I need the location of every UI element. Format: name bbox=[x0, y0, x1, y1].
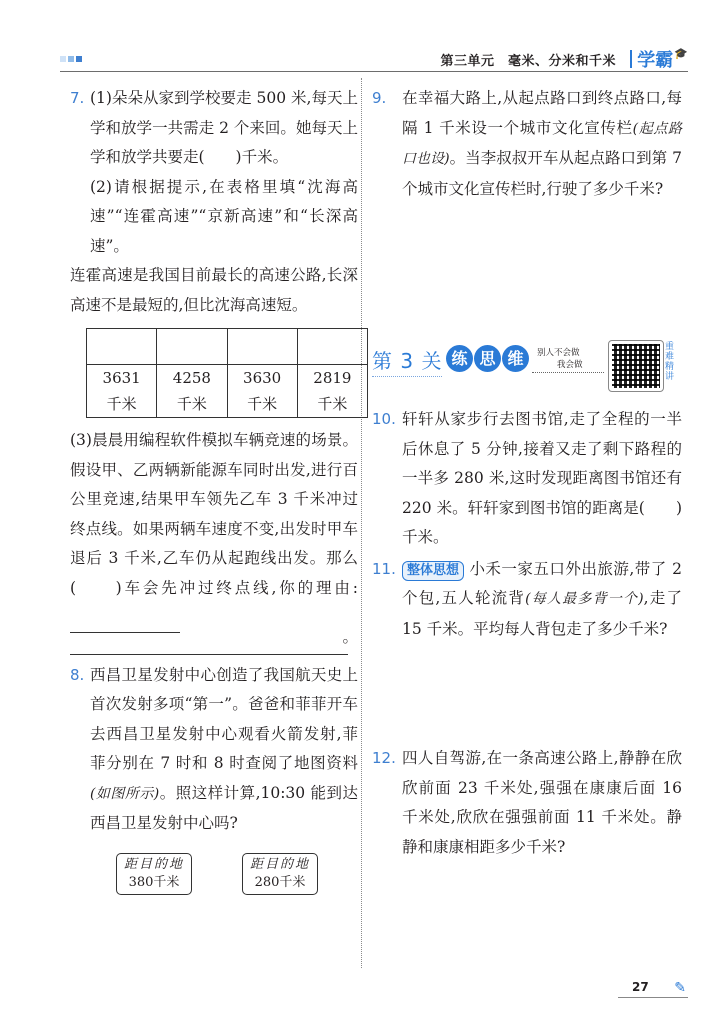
brand-divider bbox=[630, 50, 632, 68]
left-column bbox=[70, 84, 358, 895]
distance-signs bbox=[116, 853, 358, 895]
q9-text: 在幸福大路上,从起点路口到终点路口,每隔 1 千米设一个城市文化宣传栏(起点路口也设)。当李叔叔开车从起点路口到第 7 个城市文化宣传栏时,行驶了多少千米? bbox=[402, 89, 683, 198]
brand-text: 学霸 bbox=[637, 50, 674, 71]
question-10 bbox=[372, 405, 682, 553]
highway-name-cell[interactable] bbox=[87, 329, 157, 365]
arrow-icon bbox=[532, 372, 604, 373]
unit-title: 第三单元 毫米、分米和千米 bbox=[440, 54, 616, 69]
answer-line[interactable] bbox=[70, 615, 180, 633]
level-label: 第 3 关 bbox=[372, 345, 442, 377]
brand-logo bbox=[630, 46, 688, 72]
length-cell: 4258 千米 bbox=[157, 365, 227, 418]
level-title: 练 思 维 bbox=[446, 345, 529, 372]
question-number: 8. bbox=[70, 665, 85, 684]
right-column bbox=[372, 84, 682, 204]
question-number: 7. bbox=[70, 89, 85, 107]
distance-sign-8h: 距目的地 280千米 bbox=[242, 853, 318, 895]
question-11 bbox=[372, 555, 682, 645]
qr-label: 重难精讲 bbox=[665, 342, 675, 382]
decor-dot bbox=[76, 56, 82, 62]
answer-line[interactable] bbox=[70, 633, 348, 655]
q12-text: 四人自驾游,在一条高速公路上,静静在欣欣前面 23 千米处,强强在康康后面 16 千米处,欣欣在强强前面 11 千米处。静静和康康相距多少千米? bbox=[402, 749, 682, 856]
column-divider bbox=[361, 78, 362, 968]
question-7 bbox=[70, 84, 358, 655]
distance-sign-7h: 距目的地 380千米 bbox=[116, 853, 192, 895]
question-number: 9. bbox=[372, 89, 387, 107]
q10-text: 轩轩从家步行去图书馆,走了全程的一半后休息了 5 分钟,接着又走了剩下路程的一半多 280 米,这时发现距离图书馆还有 220 米。轩轩家到图书馆的距离是( )千米。 bbox=[402, 410, 682, 546]
method-badge: 整体思想 bbox=[402, 561, 464, 581]
q7-part2: (2)请根据提示,在表格里填“沈海高速”“连霍高速”“京新高速”和“长深高速”。 bbox=[90, 177, 358, 255]
q7-part1: (1)朵朵从家到学校要走 500 米,每天上学和放学一共需走 2 个来回。她每天上学和放学共要走( )千米。 bbox=[90, 89, 358, 166]
page-header bbox=[60, 48, 688, 72]
q7-part3: (3)晨晨用编程软件模拟车辆竞速的场景。假设甲、乙两辆新能源车同时出发,进行百公里竞速,结果甲车领先乙车 3 千米冲过终点线。如果两辆车速度不变,出发时甲车退后 3 千米,乙车仍从起跑线出发。那么( )车会先冲过终点线,你的理由: bbox=[70, 426, 358, 633]
length-cell: 2819 千米 bbox=[297, 365, 367, 418]
page-number: 27 bbox=[632, 980, 649, 994]
highway-name-cell[interactable] bbox=[157, 329, 227, 365]
decor-dot bbox=[68, 56, 74, 62]
question-number: 12. bbox=[372, 749, 396, 767]
question-12 bbox=[372, 744, 682, 862]
q8-text: 西昌卫星发射中心创造了我国航天史上首次发射多项“第一”。爸爸和菲菲开车去西昌卫星发射中心观看火箭发射,菲菲分别在 7 时和 8 时查阅了地图资料(如图所示)。照这样计算,10:30 能到达西昌卫星发射中心吗? bbox=[90, 665, 358, 832]
q7-hint: 连霍高速是我国目前最长的高速公路,长深高速不是最短的,但比沈海高速短。 bbox=[70, 266, 358, 314]
tagline: 我会做 bbox=[557, 360, 583, 370]
right-column-lower bbox=[372, 405, 682, 862]
question-number: 11. bbox=[372, 559, 396, 578]
length-cell: 3630 千米 bbox=[227, 365, 297, 418]
graduation-cap-icon: 🎓 bbox=[674, 46, 688, 60]
tagline: 别人不会做 bbox=[537, 348, 580, 358]
question-8 bbox=[70, 661, 358, 895]
answer-line-row: 。 bbox=[70, 633, 358, 655]
question-9 bbox=[372, 84, 682, 204]
decor-dot bbox=[60, 56, 66, 62]
qr-code-icon[interactable] bbox=[608, 340, 664, 392]
level-3-banner bbox=[372, 340, 682, 390]
q11-text: 整体思想 小禾一家五口外出旅游,带了 2 个包,五人轮流背(每人最多背一个),走了 15 千米。平均每人背包走了多少千米? bbox=[402, 559, 682, 638]
header-decoration bbox=[60, 56, 82, 62]
length-cell: 3631 千米 bbox=[87, 365, 157, 418]
question-number: 10. bbox=[372, 410, 396, 428]
highway-name-cell[interactable] bbox=[227, 329, 297, 365]
highway-name-cell[interactable] bbox=[297, 329, 367, 365]
page-footer bbox=[618, 980, 688, 998]
pencil-icon: ✎ bbox=[674, 980, 686, 996]
highway-table bbox=[86, 328, 368, 418]
